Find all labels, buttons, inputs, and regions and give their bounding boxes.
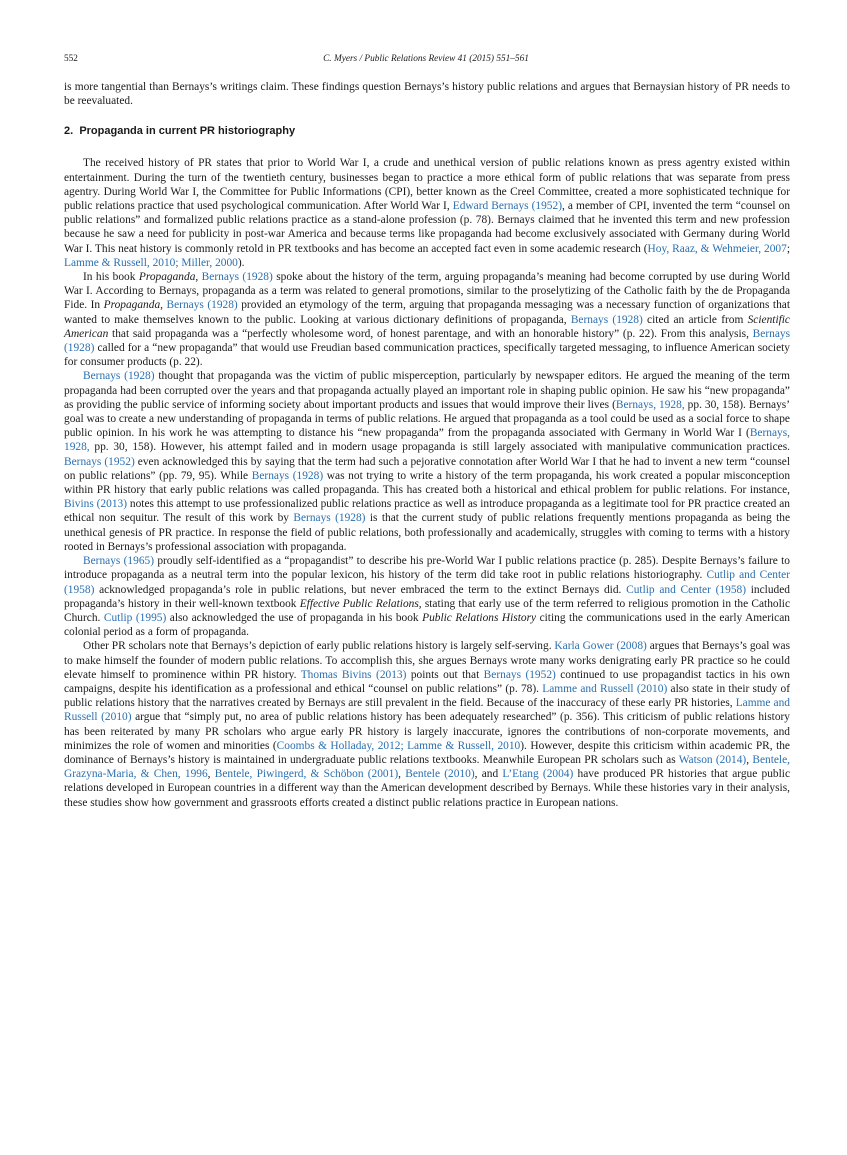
text-run: The received history of PR states that prior to World War I, a crude and unethical version of public relations known as press agentry existed within entertainment. During the turn of the twentieth century, businesses began to practice a more ethical form of public relations that was separate from press agentry. During World War I, the Committee for Public Informations (CPI), better known as the Creel Committee, created a more sophisticated technique for public relations practice that used psychological communication. After World War I, — [64, 157, 790, 213]
text-run: ). — [237, 256, 245, 269]
citation-link[interactable]: Bernays, 1928, — [615, 398, 685, 411]
citation-link[interactable]: Bernays (1928) — [83, 370, 155, 383]
text-run: argue that “simply put, no area of public relations history has been adequately researched” (p. 356). This criticism of public relations history has been reiterated by many PR scholars who argue early PR history is largely inaccurate, ignores the contributions of non-corporate movements, and minimizes the role of women and minorities ( — [64, 711, 790, 752]
citation-link[interactable]: Lamme & Russell, 2010; Miller, 2000 — [64, 256, 238, 269]
text-run: also state in their study of public relations history that the narratives created by Bernays are still prevalent in the field. Because of the inaccuracy of these early PR histories, — [64, 682, 790, 710]
citation-link[interactable]: Bernays (1928) — [251, 469, 324, 482]
intro-paragraph: is more tangential than Bernays’s writings claim. These findings question Bernays’s history public relations and argues that Bernaysian history of PR needs to be reevaluated. — [64, 81, 790, 108]
text-run: pp. 30, 158). However, his attempt failed and in modern usage propaganda is still largely associated with manipulative communication practices. — [89, 441, 790, 454]
citation-link[interactable]: Cutlip and Center (1958) — [64, 569, 790, 596]
text-run: spoke about the history of the term, arguing propaganda’s meaning had become corrupted by use during World War I. According to Bernays, propaganda as a term was related to general promotions, similar to the proselytizing of the Catholic faith by the de Propaganda Fide. In — [64, 271, 790, 312]
citation-link[interactable]: Watson (2014) — [678, 753, 747, 766]
citation-link[interactable]: Lamme and Russell (2010) — [64, 697, 790, 724]
citation-link[interactable]: Bernays, 1928, — [64, 427, 790, 454]
citation-link[interactable]: Cutlip and Center (1958) — [626, 583, 747, 596]
citation-link[interactable]: Edward Bernays (1952) — [452, 200, 562, 213]
running-title: C. Myers / Public Relations Review 41 (2015) 551–561 — [323, 54, 529, 64]
citation-link[interactable]: Bentele (2010) — [405, 768, 475, 781]
body-paragraph — [64, 156, 790, 270]
citation-link[interactable]: Bernays (1928) — [293, 512, 366, 525]
citation-link[interactable]: Bivins (2013) — [64, 498, 128, 511]
section-title: Propaganda in current PR historiography — [79, 125, 296, 138]
text-run: ). However, despite this criticism within academic PR, the dominance of Bernays’s history is maintained in undergraduate public relations textbooks. Meanwhile European PR scholars such as — [64, 739, 790, 766]
citation-link[interactable]: Karla Gower (2008) — [554, 640, 647, 653]
article-body — [64, 80, 790, 810]
section-paragraphs — [64, 156, 790, 809]
citation-link[interactable]: Bernays (1928) — [570, 313, 643, 326]
text-run: points out that — [406, 668, 484, 681]
text-run: also acknowledged the use of propaganda in his book — [166, 611, 423, 624]
citation-link[interactable]: Cutlip (1995) — [103, 611, 167, 624]
text-run: is that the current study of public relations frequently mentions propaganda as being the unethical genesis of PR practice. In response the field of public relations, both professionally and academically, struggles with coming to terms with a history rooted in Bernays’s professional association with propaganda. — [64, 512, 791, 553]
text-run: proudly self-identified as a “propagandist” to describe his pre-World War I public relations practice (p. 285). Despite Bernays’s failure to introduce propaganda as a neutral term into the popular lexicon, his history of the term did take root in public relations historiography. — [64, 555, 790, 582]
italic-title: Scientific American — [64, 313, 790, 340]
citation-link[interactable]: Thomas Bivins (2013) — [300, 668, 407, 681]
citation-link[interactable]: Hoy, Raaz, & Wehmeier, 2007 — [647, 242, 787, 255]
text-run: continued to use propagandist tactics in his own campaigns, despite his identification as a professional and ethical “counsel on public relations” (p. 78). — [64, 668, 791, 695]
text-run: , — [746, 753, 753, 766]
citation-link[interactable]: Bernays (1965) — [83, 555, 155, 568]
text-run: argues that Bernays’s goal was to make himself the founder of modern public relations. To accomplish this, she argues Bernays wrote many works denigrating early PR practice so he could elevate himself to prominence within PR history. — [64, 640, 791, 681]
body-paragraph — [64, 639, 790, 809]
text-run: , — [160, 299, 167, 312]
section-number: 2. — [64, 125, 74, 138]
text-run: , and — [474, 768, 503, 781]
italic-title: Effective Public Relations — [299, 597, 419, 610]
text-run: , — [398, 768, 406, 781]
text-run: that said propaganda was a “perfectly wholesome word, of honest parentage, and with an honorable history” (p. 22). From this analysis, — [108, 327, 753, 340]
citation-link[interactable]: Bentele, Piwingerd, & Schöbon (2001) — [214, 768, 399, 781]
page-header — [64, 52, 788, 66]
text-run: cited an article from — [642, 313, 748, 326]
text-run: called for a “new propaganda” that would use Freudian based communication practices, specifically targeted messaging, to influence American society for consumer products (p. 22). — [64, 342, 790, 369]
citation-link[interactable]: Bernays (1952) — [483, 668, 556, 681]
italic-title: Propaganda — [103, 299, 161, 312]
text-run: notes this attempt to use professionalized public relations practice as well as introduce propaganda as a legitimate tool for PR practice created an ethical non sequitur. The result of this work by — [64, 498, 790, 525]
body-paragraph — [64, 554, 790, 639]
citation-link[interactable]: Coombs & Holladay, 2012; Lamme & Russell, 2010 — [276, 739, 521, 752]
text-run: was not trying to write a history of the term propaganda, his work created a popular misconception within PR history that early public relations was called propaganda. This has created both a historical and ethical problem for public relations. For instance, — [64, 469, 791, 497]
text-run: , stating that early use of the term referred to religious promotion in the Catholic Church. — [64, 597, 790, 624]
text-run: pp. 30, 158). Bernays’ goal was to create a new understanding of propaganda in terms of public relations. He argued that propaganda as a tool could be used as a social force to shape public opinion. In his work he was attempting to distance his “new propaganda” from the propaganda associated with Germany in World War I ( — [64, 398, 791, 440]
citation-link[interactable]: L’Etang (2004) — [502, 768, 574, 781]
citation-link[interactable]: Bernays (1928) — [201, 271, 273, 284]
text-run: Other PR scholars note that Bernays’s depiction of early public relations history is largely self-serving. — [83, 640, 555, 653]
text-run: , — [195, 271, 202, 284]
text-run: acknowledged propaganda’s role in public relations, but never embraced the term to the extinct Bernays did. — [94, 583, 627, 596]
text-run: have produced PR histories that argue public relations developed in European countries in a different way than the American development described by Bernays. While these histories vary in their analysis, these studies show how government and grassroots efforts created a distinct public relations practice in European nations. — [64, 768, 791, 809]
text-run: , — [207, 768, 215, 781]
section-heading — [64, 124, 790, 138]
text-run: , a member of CPI, invented the term “counsel on public relations” and formalized public relations practice as a stand-alone profession (p. 78). Bernays claimed that he invented this term and new profession because he saw a need for publicity in post-war America and because terms like propaganda had become exclusively associated with Germany during World War I. This neat history is commonly retold in PR textbooks and has become an accepted fact even in some academic research ( — [64, 200, 791, 255]
body-paragraph — [64, 270, 790, 369]
text-run: thought that propaganda was the victim of public misperception, particularly by newspaper editors. He argued the meaning of the term propaganda had been corrupted over the years and that propaganda actually played an important role in shaping public opinion. He saw his “new propaganda” as providing the public service of informing society about important products and issues that would improve their lives ( — [64, 370, 791, 411]
italic-title: Propaganda — [138, 271, 196, 284]
citation-link[interactable]: Bernays (1928) — [166, 299, 238, 312]
citation-link[interactable]: Bernays (1928) — [64, 327, 790, 355]
citation-link[interactable]: Lamme and Russell (2010) — [542, 682, 668, 695]
citation-link[interactable]: Bentele, Grazyna-Maria, & Chen, 1996 — [64, 753, 790, 781]
citation-link[interactable]: Bernays (1952) — [64, 455, 135, 468]
italic-title: Public Relations History — [422, 611, 537, 624]
text-run: provided an etymology of the term, arguing that propaganda messaging was a necessary function of organizations that wanted to make themselves known to the public. Looking at various dictionary definitions of propaganda, — [64, 299, 790, 326]
page-number: 552 — [64, 54, 78, 64]
text-run: even acknowledged this by saying that the term had such a pejorative connotation after World War I that he had to invent a new term “counsel on public relations” (pp. 79, 95). While — [64, 455, 790, 482]
text-run: included propaganda’s history in their well-known textbook — [64, 583, 790, 610]
text-run: citing the communications used in the early American colonial period as a form of propaganda. — [64, 611, 790, 639]
body-paragraph — [64, 369, 790, 554]
text-run: ; — [786, 242, 790, 255]
text-run: In his book — [83, 271, 139, 284]
